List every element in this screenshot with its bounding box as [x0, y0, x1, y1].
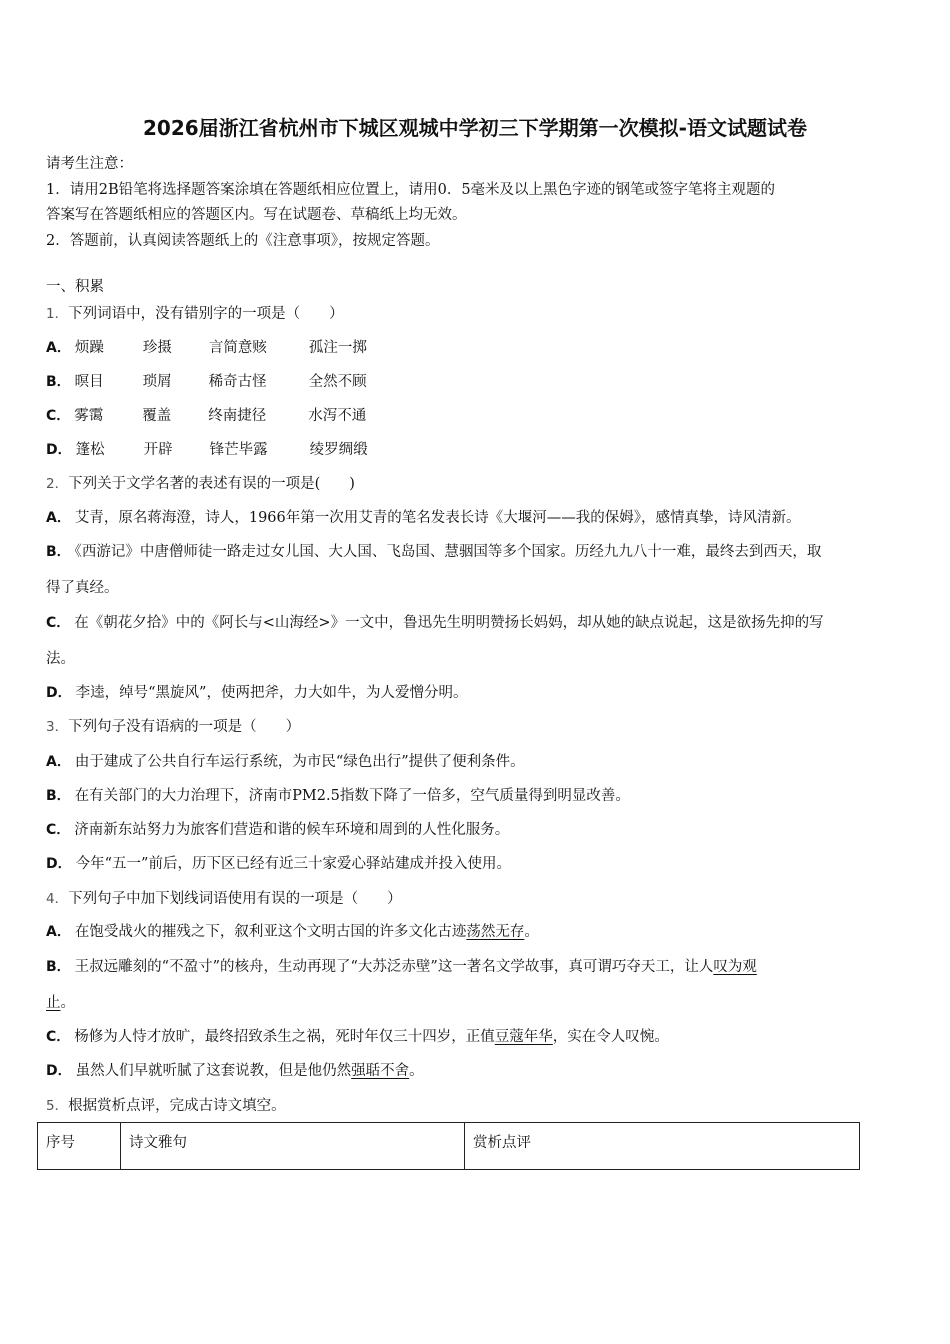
option-letter: A．: [46, 510, 71, 526]
question-1-stem: [46, 302, 908, 323]
table-header-cell: 序号: [38, 1123, 121, 1170]
underlined-phrase: 强聒不舍: [351, 1063, 410, 1079]
option-text: 今年“五一”前后，历下区已经有近三十家爱心驿站建成并投入使用。: [75, 856, 511, 872]
question-4-option-a: [46, 920, 908, 941]
question-text: 下列句子中加下划线词语使用有误的一项是（ ）: [68, 891, 402, 907]
question-3-option-a: [46, 750, 908, 771]
notice-item-1-line-2: 答案写在答题纸相应的答题区内。写在试题卷、草稿纸上均无效。: [46, 207, 467, 223]
option-word: 全然不顾: [308, 374, 367, 390]
question-1-option-c: [46, 404, 908, 425]
table-header-cell: 赏析点评: [465, 1123, 860, 1170]
option-word: 琐屑: [142, 374, 172, 390]
option-letter: A．: [46, 754, 71, 770]
question-2-option-b-continued: 得了真经。: [46, 580, 119, 596]
table-header-cell: 诗文雅句: [121, 1123, 465, 1170]
option-word: 水泻不通: [308, 408, 367, 424]
option-text-end: 。: [60, 995, 75, 1011]
question-3-option-c: [46, 818, 908, 839]
question-4-option-c: [46, 1025, 908, 1046]
notice-block: [46, 152, 906, 254]
table-header-row: [38, 1123, 860, 1170]
option-text: 王叔远雕刻的“不盈寸”的核舟，生动再现了“大苏泛赤壁”这一著名文学故事，真可谓巧夺天工，让人: [74, 959, 714, 975]
question-number: 5．: [46, 1098, 69, 1114]
underlined-phrase: 豆蔻年华: [494, 1029, 553, 1045]
question-2-option-c-continued: 法。: [46, 651, 75, 667]
option-text: 由于建成了公共自行车运行系统，为市民“绿色出行”提供了便利条件。: [74, 754, 525, 770]
option-text-end: 。: [524, 924, 539, 940]
question-text: 下列句子没有语病的一项是（ ）: [68, 719, 301, 735]
option-word: 绫罗绸缎: [309, 442, 368, 458]
question-3-stem: [46, 715, 908, 736]
option-letter: A．: [46, 340, 71, 356]
option-letter: C．: [46, 822, 71, 838]
option-text: 杨修为人恃才放旷，最终招致杀生之祸，死时年仅三十四岁，正值: [74, 1029, 495, 1045]
option-word: 锋芒毕露: [209, 442, 268, 458]
option-text: 在《朝花夕拾》中的《阿长与<山海经>》一文中，鲁迅先生明明赞扬长妈妈，却从她的缺点说起，这是欲扬先抑的写: [74, 615, 824, 631]
question-2-option-b: [46, 540, 908, 561]
option-letter: B．: [46, 959, 71, 975]
option-word: 雾霭: [74, 408, 104, 424]
question-2-option-c: [46, 611, 908, 632]
underlined-phrase: 荡然无存: [466, 924, 525, 940]
option-text: 在饱受战火的摧残之下，叙利亚这个文明古国的许多文化古迹: [74, 924, 467, 940]
question-2-option-a: [46, 506, 908, 527]
option-text-end: 。: [409, 1063, 424, 1079]
question-4-option-b: [46, 955, 908, 976]
question-text: 根据赏析点评，完成古诗文填空。: [68, 1098, 286, 1114]
page-title: 2026届浙江省杭州市下城区观城中学初三下学期第一次模拟-语文试题试卷: [143, 116, 807, 140]
question-text: 下列关于文学名著的表述有误的一项是( ): [68, 476, 355, 492]
option-letter: C．: [46, 408, 71, 424]
notice-item-2: 2．答题前，认真阅读答题纸上的《注意事项》，按规定答题。: [46, 232, 440, 249]
section-heading: 一、积累: [46, 279, 104, 295]
question-4-option-b-continued: [46, 991, 908, 1012]
option-word: 开辟: [143, 442, 173, 458]
option-letter: B．: [46, 374, 71, 390]
option-letter: D．: [46, 1063, 72, 1079]
option-letter: D．: [46, 856, 72, 872]
option-word: 终南捷径: [208, 408, 267, 424]
option-word: 篷松: [75, 442, 105, 458]
option-letter: D．: [46, 442, 72, 458]
option-letter: B．: [46, 788, 71, 804]
question-3-option-b: [46, 784, 908, 805]
underlined-phrase: 止: [46, 995, 61, 1011]
question-3-option-d: [46, 852, 908, 873]
question-text: 下列词语中，没有错别字的一项是（ ）: [68, 306, 344, 322]
question-number: 4．: [46, 891, 69, 907]
question-4-option-d: [46, 1059, 908, 1080]
question-1-option-a: [46, 336, 908, 357]
poem-table: [37, 1122, 860, 1170]
question-1-option-b: [46, 370, 908, 391]
option-word: 言简意赅: [208, 340, 267, 356]
option-word: 孤注一掷: [308, 340, 367, 356]
question-1-option-d: [46, 438, 908, 459]
option-text: 李逵，绰号“黑旋风”，使两把斧，力大如牛，为人爱憎分明。: [75, 685, 468, 701]
option-letter: C．: [46, 1029, 71, 1045]
notice-heading: 请考生注意：: [46, 156, 133, 172]
question-2-stem: [46, 472, 908, 493]
option-word: 覆盖: [142, 408, 172, 424]
question-number: 2．: [46, 476, 69, 492]
question-4-stem: [46, 887, 908, 908]
option-text: 在有关部门的大力治理下，济南市PM2.5指数下降了一倍多，空气质量得到明显改善。: [74, 788, 630, 804]
option-text: 虽然人们早就听腻了这套说教，但是他仍然: [75, 1063, 352, 1079]
option-text: 《西游记》中唐僧师徒一路走过女儿国、大人国、飞岛国、慧骃国等多个国家。历经九九八十一难，最终去到西天，取: [74, 544, 822, 560]
option-text: 济南新东站努力为旅客们营造和谐的候车环境和周到的人性化服务。: [74, 822, 510, 838]
option-letter: B．: [46, 544, 71, 560]
option-letter: D．: [46, 685, 72, 701]
option-word: 暝目: [74, 374, 104, 390]
question-number: 1．: [46, 306, 69, 322]
option-letter: A．: [46, 924, 71, 940]
option-text: 艾青，原名蒋海澄，诗人，1966年第一次用艾青的笔名发表长诗《大堰河——我的保姆》，感情真挚，诗风清新。: [74, 510, 801, 526]
option-word: 稀奇古怪: [208, 374, 267, 390]
option-word: 烦躁: [74, 340, 104, 356]
question-number: 3．: [46, 719, 69, 735]
question-5-stem: [46, 1094, 908, 1115]
question-2-option-d: [46, 681, 908, 702]
underlined-phrase: 叹为观: [713, 959, 757, 975]
option-letter: C．: [46, 615, 71, 631]
option-word: 珍摄: [142, 340, 172, 356]
notice-item-1-line-1: 1．请用2B铅笔将选择题答案涂填在答题纸相应位置上，请用0．5毫米及以上黑色字迹的钢笔或签字笔将主观题的: [46, 181, 776, 198]
option-text-end: ，实在令人叹惋。: [552, 1029, 669, 1045]
